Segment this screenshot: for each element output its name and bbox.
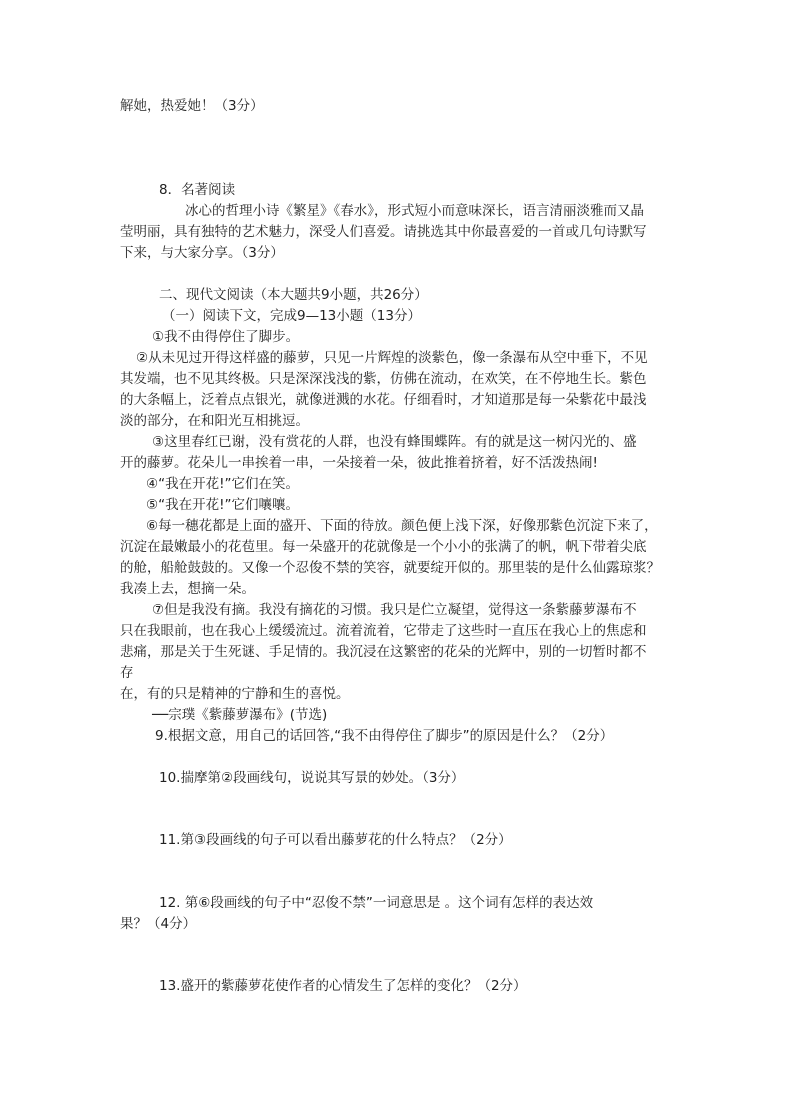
paragraph-line: 的舱，船舱鼓鼓的。又像一个忍俊不禁的笑容，就要绽开似的。那里装的是什么仙露琼浆？ bbox=[120, 560, 660, 576]
paragraph-line: ⑥每一穗花都是上面的盛开、下面的待放。颜色便上浅下深，好像那紫色沉淀下来了， bbox=[146, 518, 658, 534]
paragraph-line: ①我不由得停住了脚步。 bbox=[152, 329, 300, 345]
question-12: 12. 第⑥段画线的句子中“忍俊不禁”一词意思是 。这个词有怎样的表达效 bbox=[159, 895, 594, 911]
source-attribution: ──宗璞《紫藤萝瀑布》(节选) bbox=[152, 707, 328, 723]
paragraph-line: ⑤“我在开花!”它们嚷嚷。 bbox=[146, 497, 300, 513]
paragraph-line: ③这里春红已谢，没有赏花的人群，也没有蜂围蝶阵。有的就是这一树闪光的、盛 bbox=[152, 434, 637, 450]
subsection-heading: （一）阅读下文，完成9—13小题（13分） bbox=[162, 308, 421, 324]
paragraph-line: 淡的部分，在和阳光互相挑逗。 bbox=[120, 413, 309, 429]
text-line: 莹明丽，具有独特的艺术魅力，深受人们喜爱。请挑选其中你最喜爱的一首或几句诗默写 bbox=[120, 224, 647, 240]
text-line: 下来，与大家分享。（3分） bbox=[120, 245, 284, 261]
paragraph-line: 悲痛，那是关于生死谜、手足情的。我沉浸在这繁密的花朵的光辉中，别的一切暂时都不 bbox=[120, 644, 647, 660]
paragraph-line: 我凑上去，想摘一朵。 bbox=[120, 581, 255, 597]
paragraph-line: 开的藤萝。花朵儿一串挨着一串，一朵接着一朵，彼此推着挤着，好不活泼热闹! bbox=[120, 455, 598, 471]
section-heading: 二、现代文阅读（本大题共9小题，共26分） bbox=[159, 287, 428, 303]
paragraph-line: 的大条幅上，泛着点点银光，就像迸溅的水花。仔细看时，才知道那是每一朵紫花中最浅 bbox=[120, 392, 647, 408]
paragraph-line: 其发端，也不见其终极。只是深深浅浅的紫，仿佛在流动，在欢笑，在不停地生长。紫色 bbox=[120, 371, 647, 387]
paragraph-line: 沉淀在最嫩最小的花苞里。每一朵盛开的花就像是一个小小的张满了的帆，帆下带着尖底 bbox=[120, 539, 647, 555]
question-11: 11.第③段画线的句子可以看出藤萝花的什么特点？（2分） bbox=[159, 832, 512, 848]
paragraph-line: ②从未见过开得这样盛的藤萝，只见一片辉煌的淡紫色，像一条瀑布从空中垂下，不见 bbox=[136, 350, 648, 366]
question-8-heading: 8．名著阅读 bbox=[159, 182, 236, 198]
text-line: 冰心的哲理小诗《繁星》《春水》，形式短小而意味深长，语言清丽淡雅而又晶 bbox=[185, 203, 644, 219]
question-9: 9.根据文意，用自己的话回答,“我不由得停住了脚步”的原因是什么？（2分） bbox=[155, 728, 614, 744]
paragraph-line: ⑦但是我没有摘。我没有摘花的习惯。我只是伫立凝望，觉得这一条紫藤萝瀑布不 bbox=[152, 602, 637, 618]
paragraph-line: 只在我眼前，也在我心上缓缓流过。流着流着，它带走了这些时一直压在我心上的焦虑和 bbox=[120, 623, 647, 639]
paragraph-line: 在，有的只是精神的宁静和生的喜悦。 bbox=[120, 686, 350, 702]
question-10: 10.揣摩第②段画线句，说说其写景的妙处。（3分） bbox=[159, 770, 465, 786]
text-line: 解她，热爱她！（3分） bbox=[120, 98, 264, 114]
question-13: 13.盛开的紫藤萝花使作者的心情发生了怎样的变化？（2分） bbox=[159, 978, 527, 994]
question-12-continued: 果？（4分） bbox=[120, 916, 197, 932]
paragraph-line: ④“我在开花!”它们在笑。 bbox=[146, 476, 300, 492]
paragraph-line: 存 bbox=[120, 665, 134, 681]
